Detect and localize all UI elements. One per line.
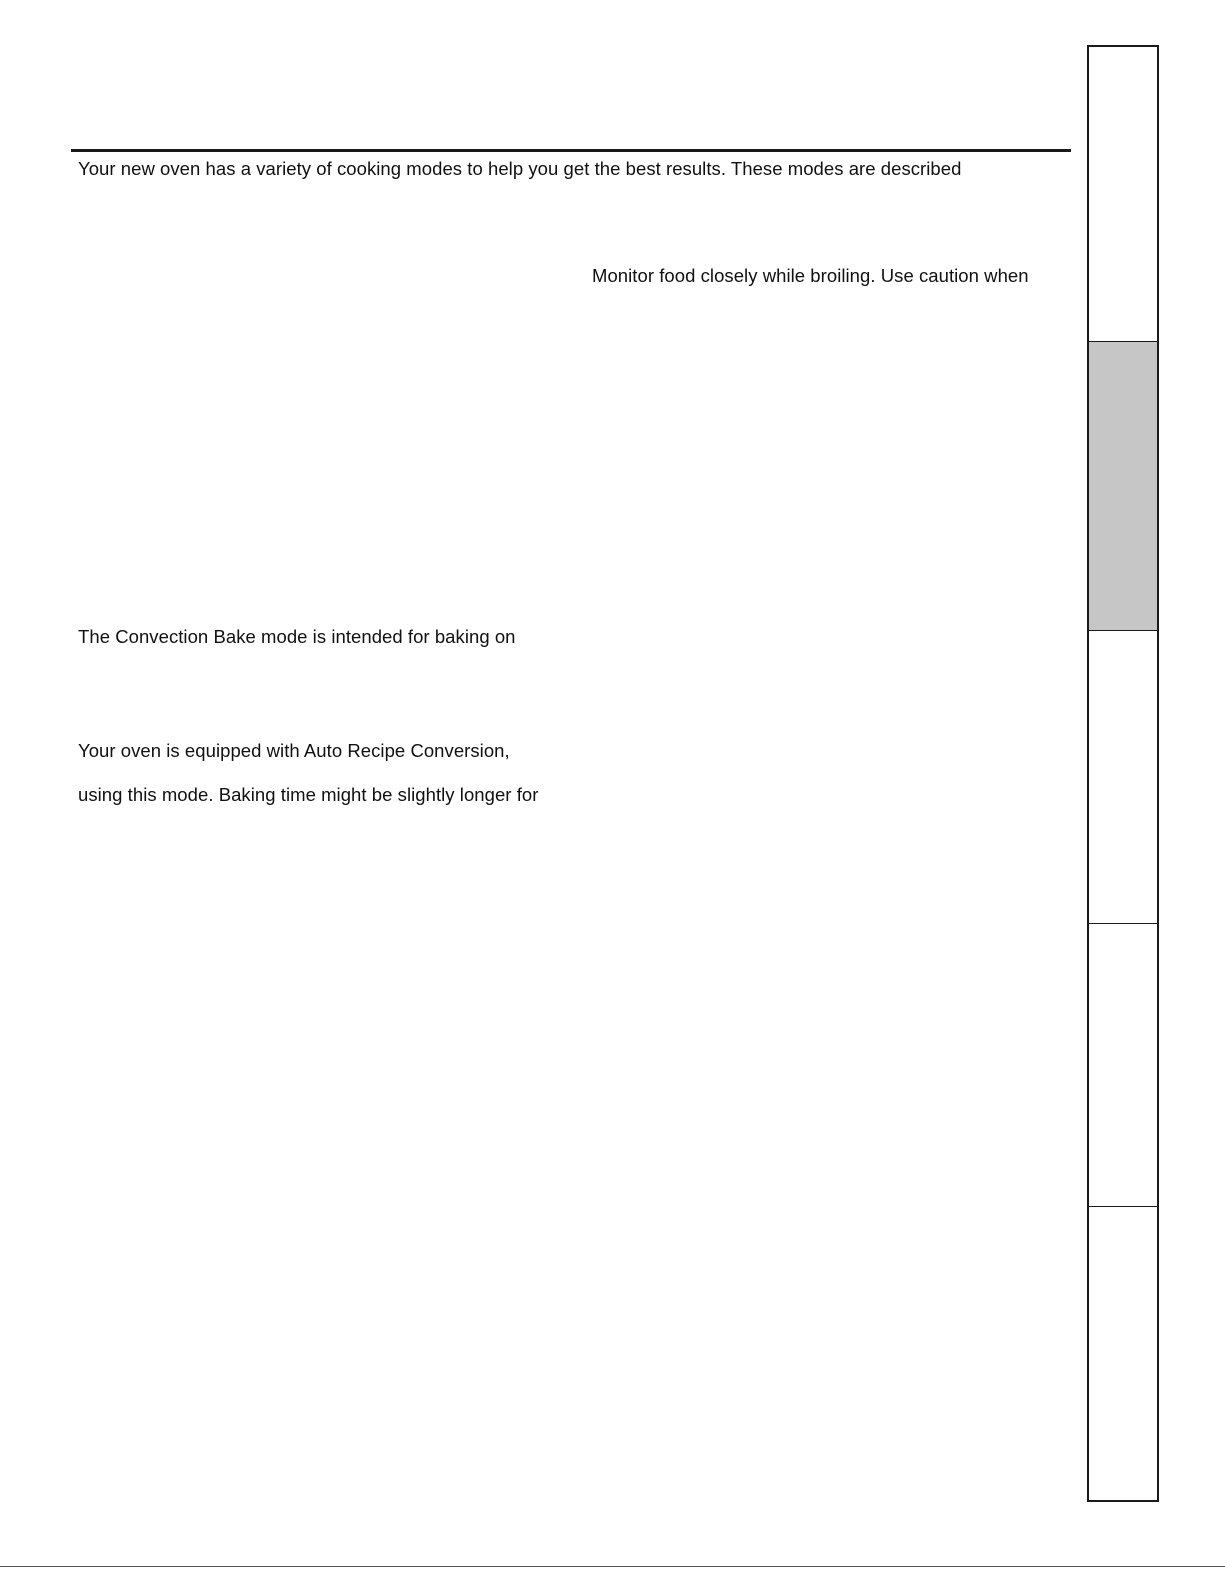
broil-caution-line: Monitor food closely while broiling. Use caution when	[592, 265, 1029, 286]
convection-bake-line: The Convection Bake mode is intended for baking on	[78, 626, 516, 647]
section-tab-1[interactable]	[1089, 47, 1157, 341]
footer-divider	[0, 1566, 1225, 1567]
header-divider	[71, 149, 1071, 152]
baking-time-line: using this mode. Baking time might be slightly longer for	[78, 784, 539, 805]
section-tab-4[interactable]	[1089, 923, 1157, 1206]
section-tab-strip	[1087, 45, 1159, 1502]
section-tab-5[interactable]	[1089, 1206, 1157, 1500]
section-tab-2-active[interactable]	[1089, 341, 1157, 630]
intro-paragraph-line: Your new oven has a variety of cooking modes to help you get the best results. These modes are described	[78, 158, 962, 179]
auto-recipe-conversion-line: Your oven is equipped with Auto Recipe Conversion,	[78, 740, 510, 761]
section-tab-3[interactable]	[1089, 630, 1157, 923]
